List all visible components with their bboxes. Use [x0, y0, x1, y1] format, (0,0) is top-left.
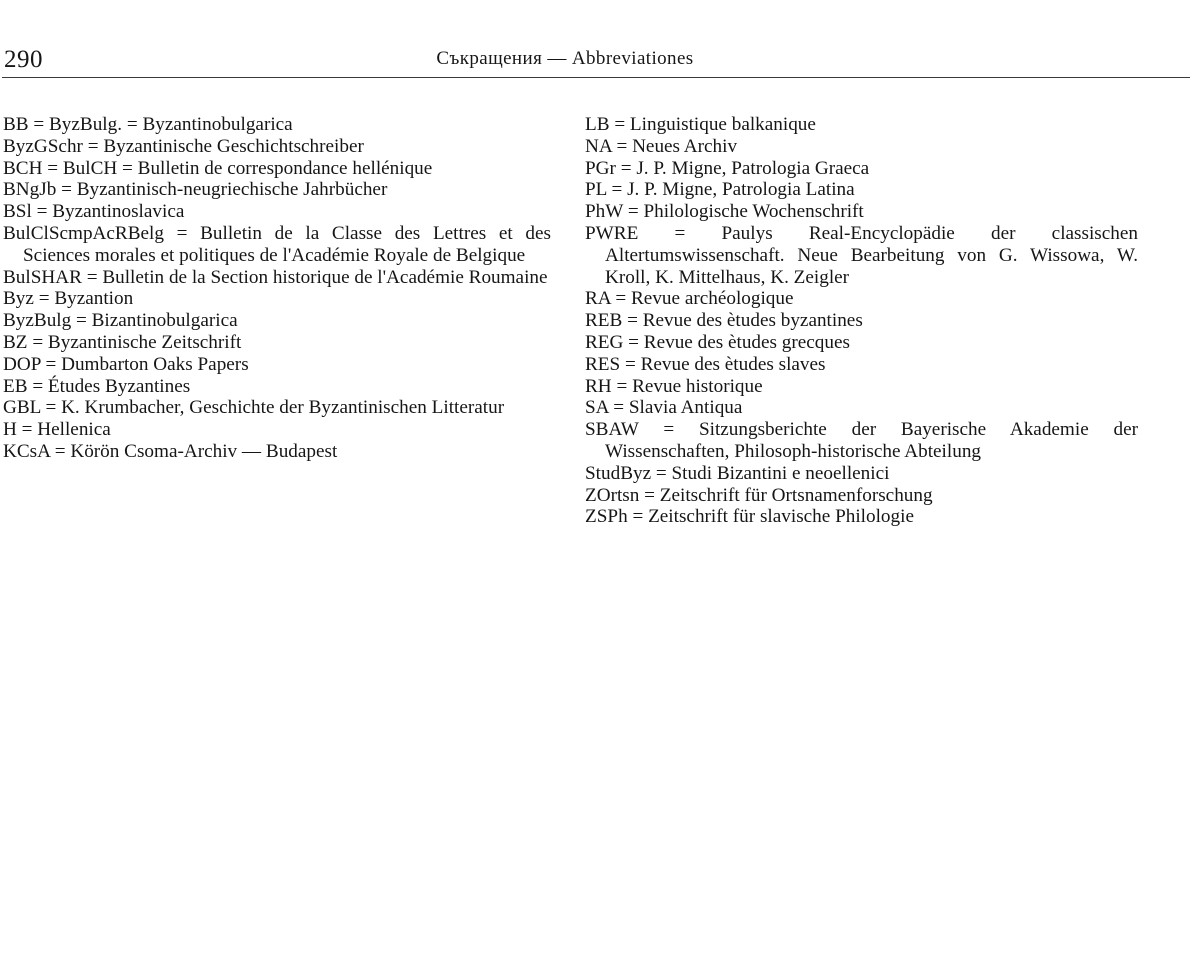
abbreviation-entry: SBAW = Sitzungsberichte der Bayerische Akademie der Wissenschaften, Philosoph-historische Abteilung [585, 419, 1138, 462]
abbreviation-entry: DOP = Dumbarton Oaks Papers [3, 353, 249, 375]
abbreviations-right-column [585, 114, 1138, 528]
abbreviation-entry: StudByz = Studi Bizantini e neoellenici [585, 462, 890, 484]
abbreviation-entry: PWRE = Paulys Real-Encyclopädie der classischen Altertumswissenschaft. Neue Bearbeitung von G. Wissowa, W. Kroll, K. Mittelhaus, K. Zeigler [585, 222, 1138, 288]
abbreviation-entry: EB = Études Byzantines [3, 375, 191, 397]
abbreviation-entry: PhW = Philologische Wochenschrift [585, 201, 864, 223]
abbreviation-entry: PL = J. P. Migne, Patrologia Latina [585, 179, 855, 201]
abbreviation-entry: ByzBulg = Bizantinobulgarica [3, 310, 238, 332]
abbreviation-entry: NA = Neues Archiv [585, 135, 738, 157]
abbreviation-entry: ZOrtsn = Zeitschrift für Ortsnamenforschung [585, 484, 933, 506]
abbreviation-entry: SA = Slavia Antiqua [585, 397, 743, 419]
abbreviation-entry: BulClScmpAcRBelg = Bulletin de la Classe des Lettres et des Sciences morales et politiques de l'Académie Royale de Belgique [3, 222, 551, 266]
abbreviations-left-column [3, 114, 551, 463]
abbreviation-entry: RA = Revue archéologique [585, 288, 794, 310]
abbreviation-entry: REG = Revue des ètudes grecques [585, 331, 850, 353]
abbreviation-entry: BNgJb = Byzantinisch-neugriechische Jahrbücher [3, 179, 388, 201]
abbreviation-entry: BSl = Byzantinoslavica [3, 201, 185, 223]
abbreviation-entry: ZSPh = Zeitschrift für slavische Philologie [585, 506, 914, 528]
abbreviation-entry: BB = ByzBulg. = Byzantinobulgarica [3, 114, 293, 135]
abbreviation-entry: RES = Revue des ètudes slaves [585, 353, 826, 375]
page-number: 290 [4, 46, 43, 73]
abbreviation-entry: H = Hellenica [3, 419, 111, 441]
header-rule [2, 77, 1190, 78]
abbreviation-entry: RH = Revue historique [585, 375, 763, 397]
abbreviation-entry: BulSHAR = Bulletin de la Section historique de l'Académie Roumaine [3, 266, 548, 288]
running-head: Съкращения — Abbreviationes [436, 48, 694, 69]
abbreviation-entry: ByzGSchr = Byzantinische Geschichtschreiber [3, 135, 364, 157]
abbreviation-entry: REB = Revue des ètudes byzantines [585, 310, 863, 332]
abbreviation-entry: BCH = BulCH = Bulletin de correspondance hellénique [3, 157, 433, 179]
abbreviation-entry: PGr = J. P. Migne, Patrologia Graeca [585, 157, 870, 179]
abbreviation-entry: Byz = Byzantion [3, 288, 134, 310]
abbreviation-entry: BZ = Byzantinische Zeitschrift [3, 331, 242, 353]
abbreviation-entry: LB = Linguistique balkanique [585, 114, 816, 135]
abbreviation-entry: KCsA = Körön Csoma-Archiv — Budapest [3, 440, 338, 462]
abbreviation-entry: GBL = K. Krumbacher, Geschichte der Byzantinischen Litteratur [3, 397, 505, 419]
